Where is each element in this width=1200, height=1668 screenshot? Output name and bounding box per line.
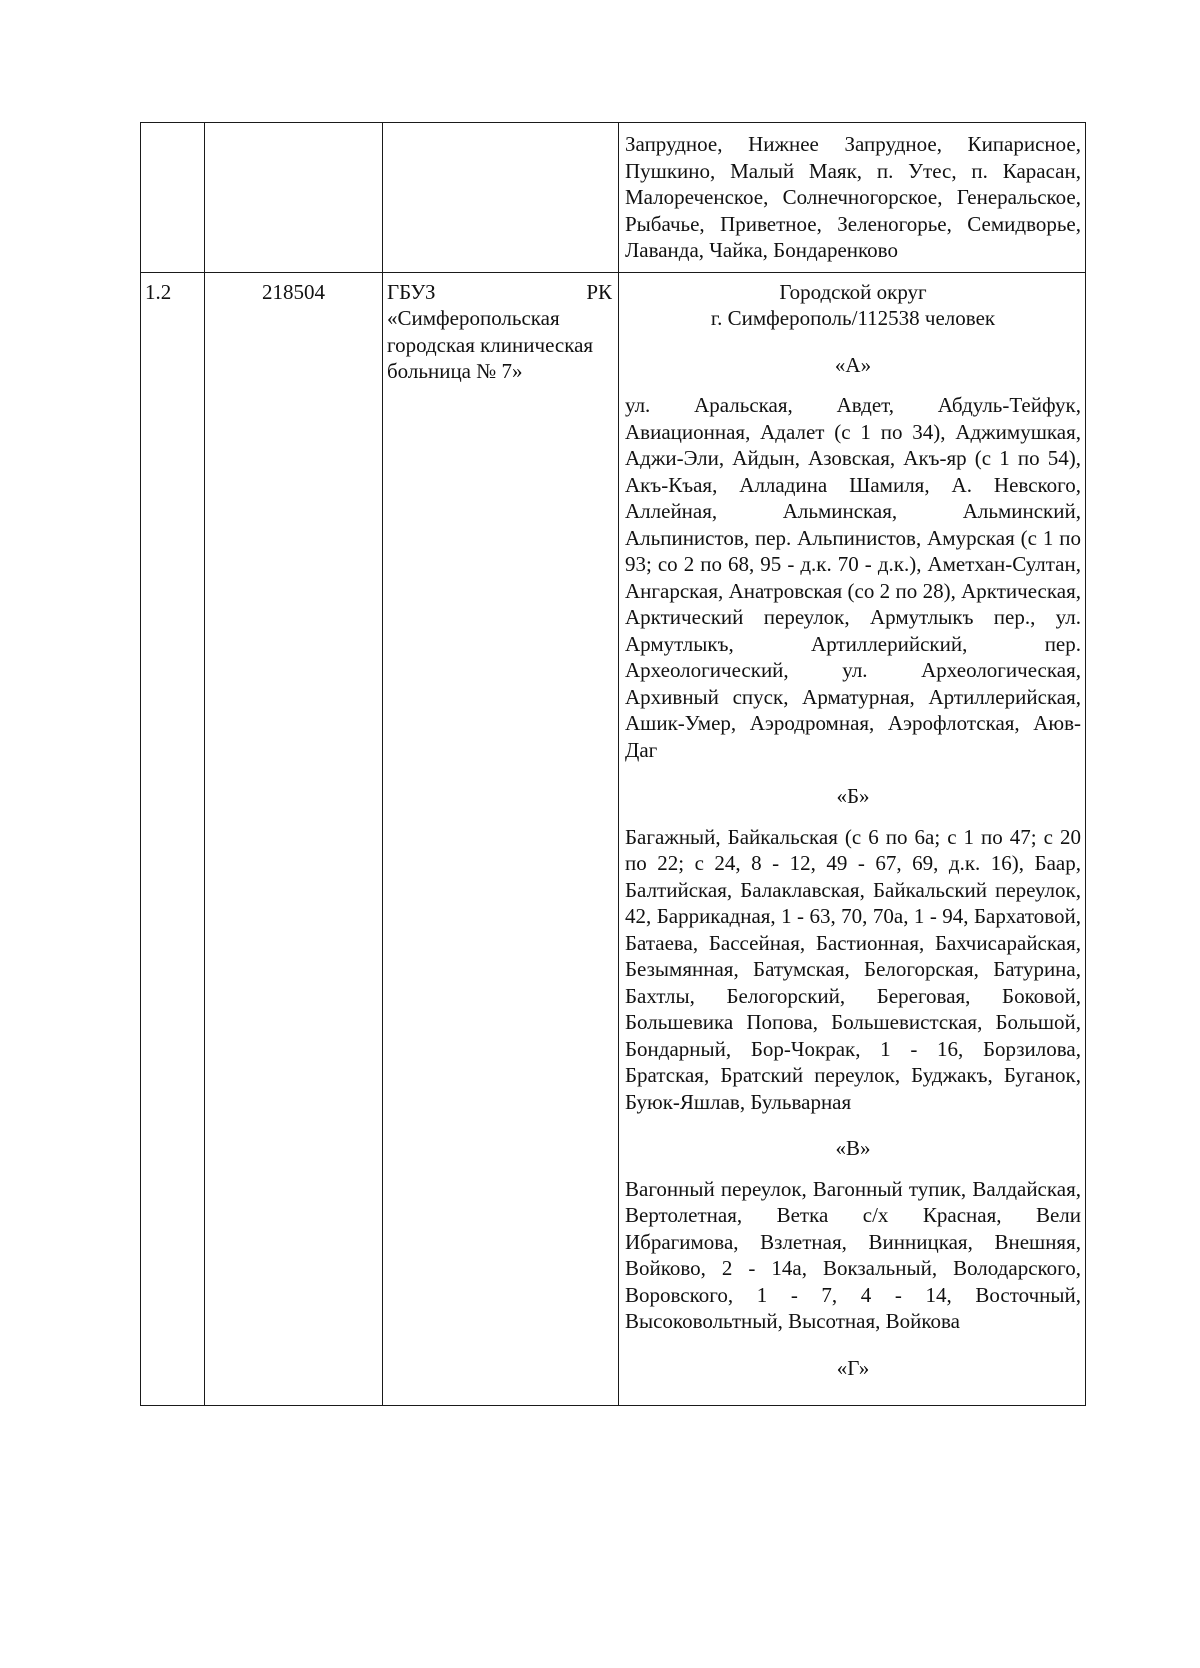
table-row-continued — [141, 123, 1086, 273]
settlements-cell — [619, 123, 1086, 273]
section-text-v: Вагонный переулок, Вагонный тупик, Валдайская, Вертолетная, Ветка с/х Красная, Вели Ибрагимова, Взлетная, Винницкая, Внешняя, Войково, 2 - 14а, Вокзальный, Володарского, Воровского, 1 - 7, 4 - 14, Восточный, Высоковольтный, Высотная, Войкова — [625, 1176, 1081, 1333]
section-text-a: ул. Аральская, Авдет, Абдуль-Тейфук, Авиационная, Адалет (с 1 по 34), Аджимушкая, Аджи-Эли, Айдын, Азовская, Акъ-яр (с 1 по 54), Акъ-Къая, Алладина Шамиля, А. Невского, Аллейная, Альминская, Альминский, Альпинистов, пер. Альпинистов, Амурская (с 1 по 93; со 2 по 68, 95 - д.к. 70 - д.к.), Аметхан-Султан, Ангарская, Анатровская (со 2 по 28), Арктическая, Арктический переулок, Армутлыкъ пер., ул. Армутлыкъ, Артиллерийский, пер. Археологический, ул. Археологическая, Архивный спуск, Арматурная, Артиллерийская, Ашик-Умер, Аэродромная, Аэрофлотская, Аюв-Даг — [625, 393, 1081, 762]
row-number-cell: 1.2 — [141, 272, 205, 1406]
organization-name: «Симферопольская городская клиническая больница № 7» — [387, 306, 594, 383]
section-text-b: Багажный, Байкальская (с 6 по 6а; с 1 по 47; с 20 по 22; с 24, 8 - 12, 49 - 67, 69, д.к. 16), Баар, Балтийская, Балаклавская, Байкальский переулок, 42, Баррикадная, 1 - 63, 70, 70а, 1 - 94, Бархатовой, Батаева, Бассейная, Бастионная, Бахчисарайская, Безымянная, Батумская, Белогорская, Батурина, Бахтлы, Белогорский, Береговая, Боковой, Большевика Попова, Большевистская, Большой, Бондарный, Бор-Чокрак, 1 - 16, Борзилова, Братская, Братский переулок, Буджакъ, Буганок, Буюк-Яшлав, Бульварная — [625, 824, 1081, 1114]
settlements-text: Запрудное, Нижнее Запрудное, Кипарисное, Пушкино, Малый Маяк, п. Утес, п. Карасан, Малореченское, Солнечногорское, Генеральское, Рыбачье, Приветное, Зеленогорье, Семидворье, Лаванда, Чайка, Бондаренково — [625, 132, 1081, 262]
row-number-cell — [141, 123, 205, 273]
spacer — [625, 1395, 1081, 1399]
section-letter-g: «Г» — [836, 1355, 870, 1380]
section-letter-b: «Б» — [836, 784, 870, 808]
organization-cell — [383, 272, 619, 1406]
registry-table — [140, 122, 1086, 1406]
section-letter-a: «А» — [834, 352, 872, 377]
table-row-1-2 — [141, 272, 1086, 1406]
organization-prefix: ГБУЗ — [387, 279, 436, 304]
district-title: Городской округ — [779, 279, 927, 304]
code-cell: 218504 — [205, 272, 383, 1406]
section-letter-v: «В» — [835, 1136, 871, 1160]
organization-suffix: РК — [586, 279, 612, 304]
code-cell — [205, 123, 383, 273]
organization-line1 — [387, 279, 612, 306]
district-population: г. Симферополь/112538 человек — [710, 306, 996, 330]
organization-cell — [383, 123, 619, 273]
streets-cell — [619, 272, 1086, 1406]
